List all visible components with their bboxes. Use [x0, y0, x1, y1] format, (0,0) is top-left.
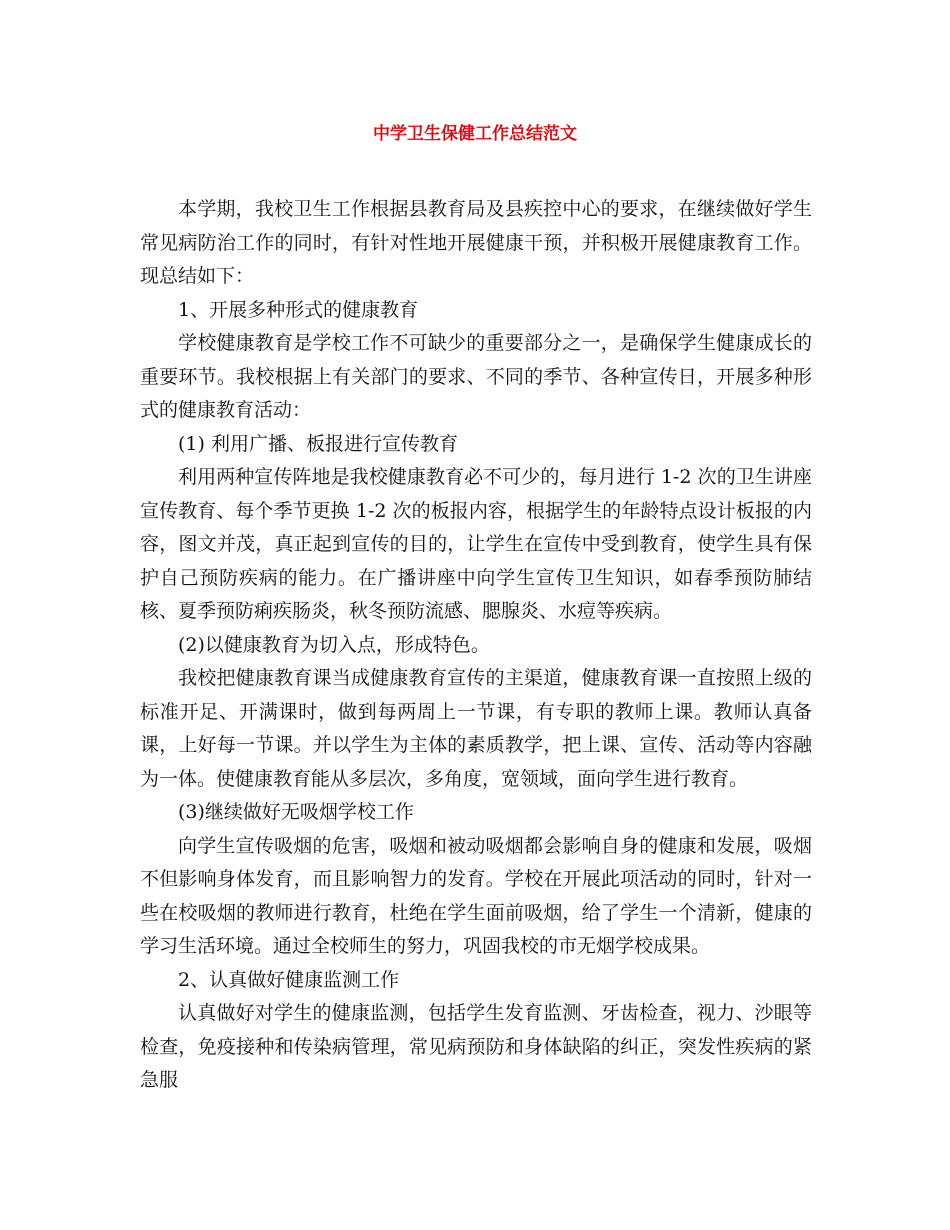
intro-paragraph: 本学期，我校卫生工作根据县教育局及县疾控中心的要求，在继续做好学生常见病防治工作的同时，有针对性地开展健康干预，并积极开展健康教育工作。现总结如下：: [140, 198, 812, 287]
section-heading-1: 1、开展多种形式的健康教育: [178, 298, 419, 321]
body-paragraph: 利用两种宣传阵地是我校健康教育必不可少的，每月进行 1-2 次的卫生讲座宣传教育、每个季节更换 1-2 次的板报内容，根据学生的年龄特点设计板报的内容，图文并茂，真正起到宣传的目的，让学生在宣传中受到教育，使学生具有保护自己预防疾病的能力。在广播讲座中向学生宣传卫生知识，如春季预防肺结核、夏季预防痢疾肠炎，秋冬预防流感、腮腺炎、水痘等疾病。: [140, 466, 812, 622]
subsection-heading-1: (1) 利用广播、板报进行宣传教育: [178, 432, 458, 455]
document-body: [140, 193, 812, 1098]
section-heading-2: 2、认真做好健康监测工作: [178, 968, 400, 991]
document-title: 中学卫生保健工作总结范文: [373, 124, 577, 144]
body-paragraph: 学校健康教育是学校工作不可缺少的重要部分之一，是确保学生健康成长的重要环节。我校根据上有关部门的要求、不同的季节、各种宣传日，开展多种形式的健康教育活动：: [140, 332, 812, 421]
subsection-heading-3: (3)继续做好无吸烟学校工作: [178, 801, 414, 823]
body-paragraph: 认真做好对学生的健康监测，包括学生发育监测、牙齿检查，视力、沙眼等检查，免疫接种和传染病管理，常见病预防和身体缺陷的纠正，突发性疾病的紧急服: [140, 1002, 812, 1091]
body-paragraph: 向学生宣传吸烟的危害，吸烟和被动吸烟都会影响自身的健康和发展，吸烟不但影响身体发育，而且影响智力的发育。学校在开展此项活动的同时，针对一些在校吸烟的教师进行教育，杜绝在学生面前吸烟，给了学生一个清新，健康的学习生活环境。通过全校师生的努力，巩固我校的市无烟学校成果。: [140, 834, 812, 957]
body-paragraph: 我校把健康教育课当成健康教育宣传的主渠道，健康教育课一直按照上级的标准开足、开满课时，做到每两周上一节课，有专职的教师上课。教师认真备课，上好每一节课。并以学生为主体的素质教学，把上课、宣传、活动等内容融为一体。使健康教育能从多层次，多角度，宽领域，面向学生进行教育。: [140, 667, 812, 790]
subsection-heading-2: (2)以健康教育为切入点，形成特色。: [178, 633, 490, 656]
